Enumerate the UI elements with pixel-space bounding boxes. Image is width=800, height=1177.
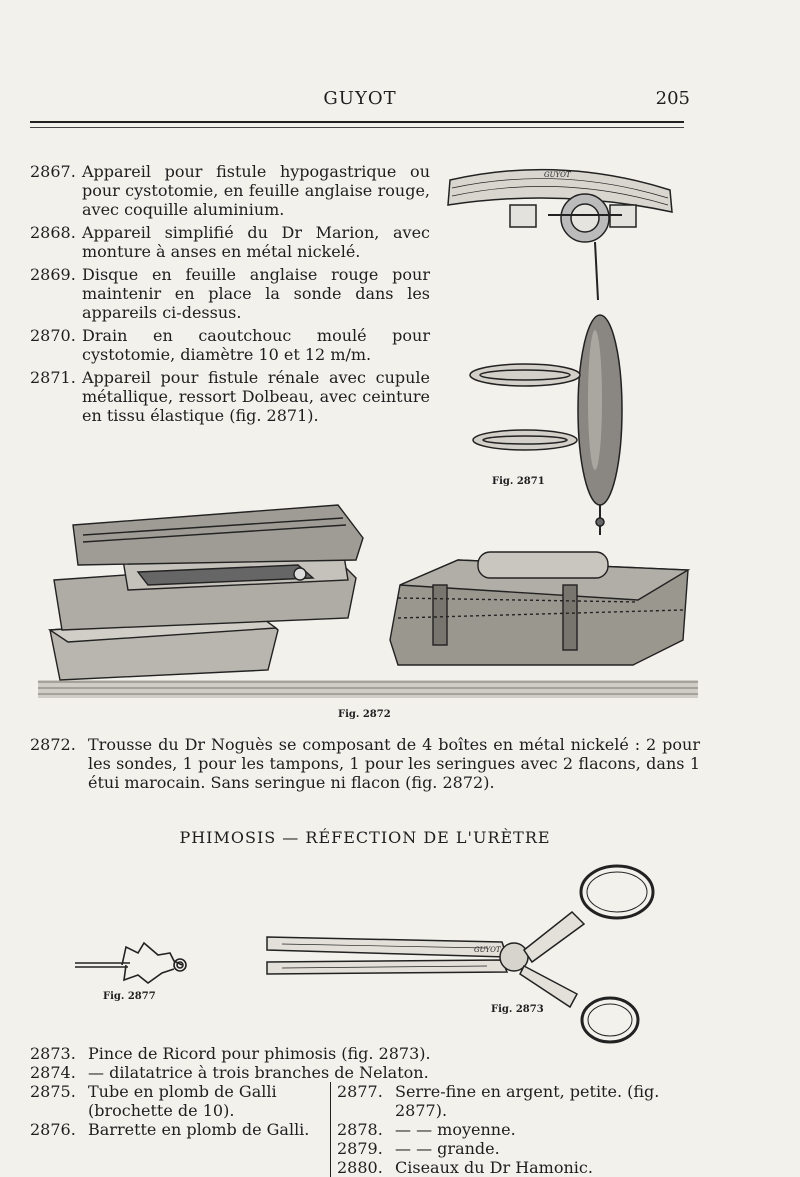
figure-label-2877: Fig. 2877: [103, 991, 156, 1002]
entry-number: 2879.: [337, 1139, 383, 1158]
entry-number: 2875.: [30, 1082, 76, 1101]
entry-number: 2870.: [30, 326, 76, 345]
entry-2869: [30, 265, 430, 322]
guyot-engraving: GUYOT: [474, 946, 501, 954]
fistula-apparatus-illustration: [440, 160, 680, 540]
guyot-engraving: GUYOT: [544, 171, 571, 179]
entry-text: Serre-fine en argent, petite. (fig. 2877).: [395, 1082, 660, 1120]
entry-2875: [30, 1082, 330, 1120]
entry-number: 2868.: [30, 223, 76, 242]
entry-number: 2878.: [337, 1120, 383, 1139]
bottom-entry-list: [30, 1044, 710, 1177]
entry-2874: [30, 1063, 710, 1082]
entry-2871: [30, 368, 430, 425]
entry-text: — dilatatrice à trois branches de Nelaton.: [88, 1063, 429, 1082]
entry-2877: [337, 1082, 710, 1120]
trousse-cases-illustration: [38, 490, 698, 700]
header-rule-thin: [30, 127, 684, 128]
figure-label-2872: Fig. 2872: [338, 709, 391, 720]
entry-number: 2877.: [337, 1082, 383, 1101]
entry-number: 2873.: [30, 1044, 76, 1063]
entry-text: Pince de Ricord pour phimosis (fig. 2873).: [88, 1044, 431, 1063]
entry-text: Appareil pour fistule rénale avec cupule métallique, ressort Dolbeau, avec ceinture en tissu élastique (fig. 2871).: [82, 368, 430, 425]
entry-text: Trousse du Dr Noguès se composant de 4 boîtes en métal nickelé : 2 pour les sondes, 1 pour les tampons, 1 pour les seringues avec 2 flacons, dans 1 étui marocain. Sans seringue ni flacon (fig. 2872).: [88, 735, 700, 792]
entry-number: 2874.: [30, 1063, 76, 1082]
entry-2879: [337, 1139, 710, 1158]
running-head: [0, 88, 800, 116]
page-number: 205: [655, 88, 690, 109]
entry-number: 2876.: [30, 1120, 76, 1139]
entry-text: Drain en caoutchouc moulé pour cystotomie, diamètre 10 et 12 m/m.: [82, 326, 430, 364]
entry-number: 2871.: [30, 368, 76, 387]
entry-text: Appareil simplifié du Dr Marion, avec monture à anses en métal nickelé.: [82, 223, 430, 261]
right-column: [330, 1082, 710, 1177]
two-column-entries: [30, 1082, 710, 1177]
entry-2867: [30, 162, 430, 219]
entry-2878: [337, 1120, 710, 1139]
entry-2872: [30, 735, 700, 792]
page-title: GUYOT: [323, 88, 397, 109]
figure-label-2873: Fig. 2873: [491, 1004, 544, 1015]
header-rule-thick: [30, 121, 684, 123]
entry-text: Disque en feuille anglaise rouge pour maintenir en place la sonde dans les appareils ci-dessus.: [82, 265, 430, 322]
entry-number: 2880.: [337, 1158, 383, 1177]
ricord-forceps-illustration: [262, 862, 662, 1047]
entry-2870: [30, 326, 430, 364]
entry-2868: [30, 223, 430, 261]
entry-text: — — moyenne.: [395, 1120, 516, 1139]
serre-fine-illustration: [70, 935, 190, 990]
section-heading: PHIMOSIS — RÉFECTION DE L'URÈTRE: [179, 828, 551, 847]
entry-text: Barrette en plomb de Galli.: [88, 1120, 310, 1139]
entry-text: Ciseaux du Dr Hamonic.: [395, 1158, 593, 1177]
entry-2876: [30, 1120, 330, 1139]
entry-number: 2872.: [30, 735, 76, 754]
entry-text: Tube en plomb de Galli (brochette de 10).: [88, 1082, 277, 1120]
entry-number: 2867.: [30, 162, 76, 181]
entry-text: — — grande.: [395, 1139, 500, 1158]
entry-text: Appareil pour fistule hypogastrique ou pour cystotomie, en feuille anglaise rouge, avec coquille aluminium.: [82, 162, 430, 219]
entry-2873: [30, 1044, 710, 1063]
figure-label-2871: Fig. 2871: [492, 476, 545, 487]
entry-number: 2869.: [30, 265, 76, 284]
entry-list: [30, 162, 430, 429]
left-column: [30, 1082, 330, 1177]
